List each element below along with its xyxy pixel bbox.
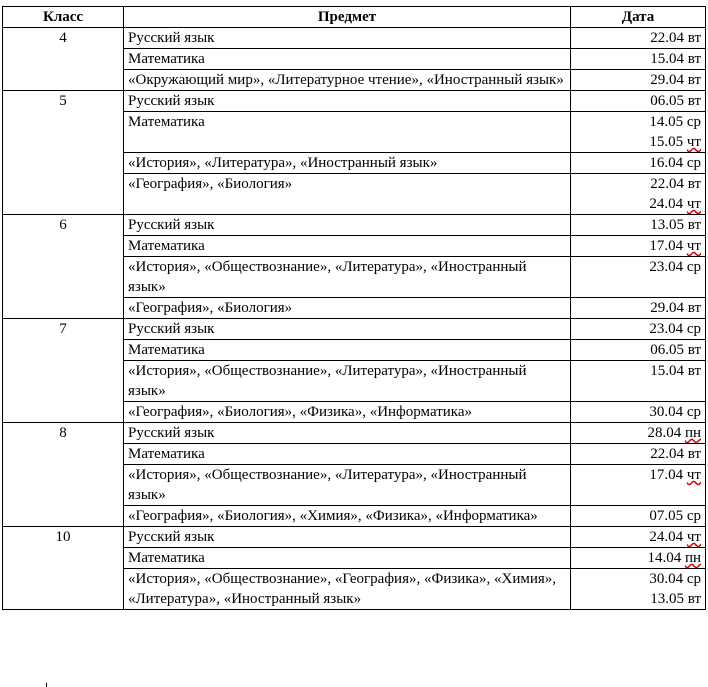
subject-cell: «История», «Обществознание», «Литература», «Иностранный язык» bbox=[124, 361, 571, 402]
schedule-body bbox=[3, 28, 706, 610]
date-value: 30.04 bbox=[649, 404, 684, 420]
date-cell bbox=[571, 298, 706, 319]
date-value: 15.04 bbox=[650, 363, 684, 379]
date-line bbox=[575, 340, 701, 360]
grade-cell: 7 bbox=[3, 319, 124, 423]
date-cell bbox=[571, 548, 706, 569]
weekday-label: чт bbox=[686, 529, 701, 545]
table-row bbox=[3, 423, 706, 444]
weekday-label: вт bbox=[687, 72, 701, 88]
date-cell bbox=[571, 423, 706, 444]
date-line bbox=[575, 506, 701, 526]
weekday-label: вт bbox=[687, 591, 701, 607]
weekday-label: ср bbox=[686, 404, 701, 420]
grade-cell: 4 bbox=[3, 28, 124, 91]
weekday-label: ср bbox=[686, 155, 701, 171]
subject-cell: «География», «Биология» bbox=[124, 298, 571, 319]
weekday-label: вт bbox=[687, 446, 701, 462]
date-cell bbox=[571, 361, 706, 402]
schedule-table bbox=[2, 6, 706, 610]
date-line bbox=[575, 548, 701, 568]
date-cell bbox=[571, 215, 706, 236]
date-line bbox=[575, 257, 701, 277]
weekday-label: вт bbox=[687, 300, 701, 316]
date-line bbox=[575, 236, 701, 256]
table-row bbox=[3, 28, 706, 49]
weekday-label: ср bbox=[686, 259, 701, 275]
grade-cell: 8 bbox=[3, 423, 124, 527]
date-value: 13.05 bbox=[650, 591, 684, 607]
date-cell bbox=[571, 402, 706, 423]
weekday-label: ср bbox=[686, 114, 701, 130]
date-cell bbox=[571, 112, 706, 153]
weekday-label: вт bbox=[687, 30, 701, 46]
date-line bbox=[575, 174, 701, 194]
page-edge-mark bbox=[46, 683, 47, 687]
date-value: 15.05 bbox=[649, 134, 684, 150]
date-value: 29.04 bbox=[650, 72, 684, 88]
weekday-label: чт bbox=[686, 467, 701, 483]
table-row bbox=[3, 91, 706, 112]
date-value: 22.04 bbox=[650, 446, 684, 462]
date-cell bbox=[571, 91, 706, 112]
subject-cell: Русский язык bbox=[124, 527, 571, 548]
date-value: 23.04 bbox=[649, 321, 684, 337]
date-cell bbox=[571, 569, 706, 610]
date-line bbox=[575, 70, 701, 90]
weekday-label: чт bbox=[686, 134, 701, 150]
date-value: 13.05 bbox=[650, 217, 684, 233]
date-line bbox=[575, 91, 701, 111]
grade-cell: 10 bbox=[3, 527, 124, 610]
date-cell bbox=[571, 319, 706, 340]
subject-cell: «История», «Обществознание», «Литература», «Иностранный язык» bbox=[124, 257, 571, 298]
subject-cell: Математика bbox=[124, 112, 571, 153]
subject-cell: Математика bbox=[124, 548, 571, 569]
date-cell bbox=[571, 257, 706, 298]
weekday-label: пн bbox=[684, 550, 701, 566]
date-line bbox=[575, 423, 701, 443]
date-cell bbox=[571, 465, 706, 506]
date-line bbox=[575, 215, 701, 235]
date-value: 17.04 bbox=[649, 238, 684, 254]
date-value: 24.04 bbox=[649, 529, 684, 545]
date-line bbox=[575, 402, 701, 422]
date-line bbox=[575, 49, 701, 69]
date-line bbox=[575, 153, 701, 173]
date-line bbox=[575, 361, 701, 381]
weekday-label: ср bbox=[686, 508, 701, 524]
date-line bbox=[575, 112, 701, 132]
date-value: 22.04 bbox=[650, 30, 684, 46]
subject-cell: «География», «Биология» bbox=[124, 174, 571, 215]
date-line bbox=[575, 465, 701, 485]
date-value: 30.04 bbox=[649, 571, 684, 587]
weekday-label: чт bbox=[686, 196, 701, 212]
weekday-label: вт bbox=[687, 93, 701, 109]
header-subject: Предмет bbox=[124, 7, 571, 28]
subject-cell: «Окружающий мир», «Литературное чтение», «Иностранный язык» bbox=[124, 70, 571, 91]
date-line bbox=[575, 132, 701, 152]
subject-cell: Русский язык bbox=[124, 423, 571, 444]
date-cell bbox=[571, 174, 706, 215]
date-value: 24.04 bbox=[649, 196, 684, 212]
weekday-label: ср bbox=[686, 571, 701, 587]
date-value: 17.04 bbox=[649, 467, 684, 483]
subject-cell: Русский язык bbox=[124, 319, 571, 340]
subject-cell: Русский язык bbox=[124, 28, 571, 49]
date-value: 29.04 bbox=[650, 300, 684, 316]
weekday-label: вт bbox=[687, 217, 701, 233]
header-row bbox=[3, 7, 706, 28]
date-value: 16.04 bbox=[649, 155, 684, 171]
date-line bbox=[575, 298, 701, 318]
grade-cell: 5 bbox=[3, 91, 124, 215]
date-cell bbox=[571, 153, 706, 174]
table-row bbox=[3, 215, 706, 236]
subject-cell: Математика bbox=[124, 236, 571, 257]
header-grade: Класс bbox=[3, 7, 124, 28]
date-value: 22.04 bbox=[650, 176, 684, 192]
subject-cell: Математика bbox=[124, 340, 571, 361]
date-cell bbox=[571, 70, 706, 91]
date-value: 14.04 bbox=[647, 550, 682, 566]
weekday-label: пн bbox=[684, 425, 701, 441]
subject-cell: «География», «Биология», «Физика», «Информатика» bbox=[124, 402, 571, 423]
date-cell bbox=[571, 28, 706, 49]
date-cell bbox=[571, 444, 706, 465]
date-line bbox=[575, 569, 701, 589]
date-cell bbox=[571, 236, 706, 257]
date-value: 23.04 bbox=[649, 259, 684, 275]
table-row bbox=[3, 319, 706, 340]
subject-cell: Русский язык bbox=[124, 91, 571, 112]
weekday-label: вт bbox=[687, 51, 701, 67]
weekday-label: вт bbox=[687, 363, 701, 379]
subject-cell: Математика bbox=[124, 444, 571, 465]
grade-cell: 6 bbox=[3, 215, 124, 319]
table-row bbox=[3, 527, 706, 548]
subject-cell: «География», «Биология», «Химия», «Физика», «Информатика» bbox=[124, 506, 571, 527]
date-line bbox=[575, 28, 701, 48]
date-value: 28.04 bbox=[647, 425, 682, 441]
date-value: 15.04 bbox=[650, 51, 684, 67]
subject-cell: Русский язык bbox=[124, 215, 571, 236]
date-value: 14.05 bbox=[649, 114, 684, 130]
weekday-label: чт bbox=[686, 238, 701, 254]
date-line bbox=[575, 527, 701, 547]
date-cell bbox=[571, 527, 706, 548]
header-date: Дата bbox=[571, 7, 706, 28]
subject-cell: «История», «Обществознание», «География», «Физика», «Химия», «Литература», «Иностранный язык» bbox=[124, 569, 571, 610]
weekday-label: ср bbox=[686, 321, 701, 337]
subject-cell: «История», «Обществознание», «Литература», «Иностранный язык» bbox=[124, 465, 571, 506]
date-line bbox=[575, 319, 701, 339]
date-line bbox=[575, 194, 701, 214]
subject-cell: «История», «Литература», «Иностранный язык» bbox=[124, 153, 571, 174]
date-cell bbox=[571, 506, 706, 527]
subject-cell: Математика bbox=[124, 49, 571, 70]
date-line bbox=[575, 444, 701, 464]
date-cell bbox=[571, 340, 706, 361]
date-value: 06.05 bbox=[650, 342, 684, 358]
date-value: 07.05 bbox=[649, 508, 684, 524]
weekday-label: вт bbox=[687, 176, 701, 192]
date-line bbox=[575, 589, 701, 609]
date-value: 06.05 bbox=[650, 93, 684, 109]
weekday-label: вт bbox=[687, 342, 701, 358]
date-cell bbox=[571, 49, 706, 70]
